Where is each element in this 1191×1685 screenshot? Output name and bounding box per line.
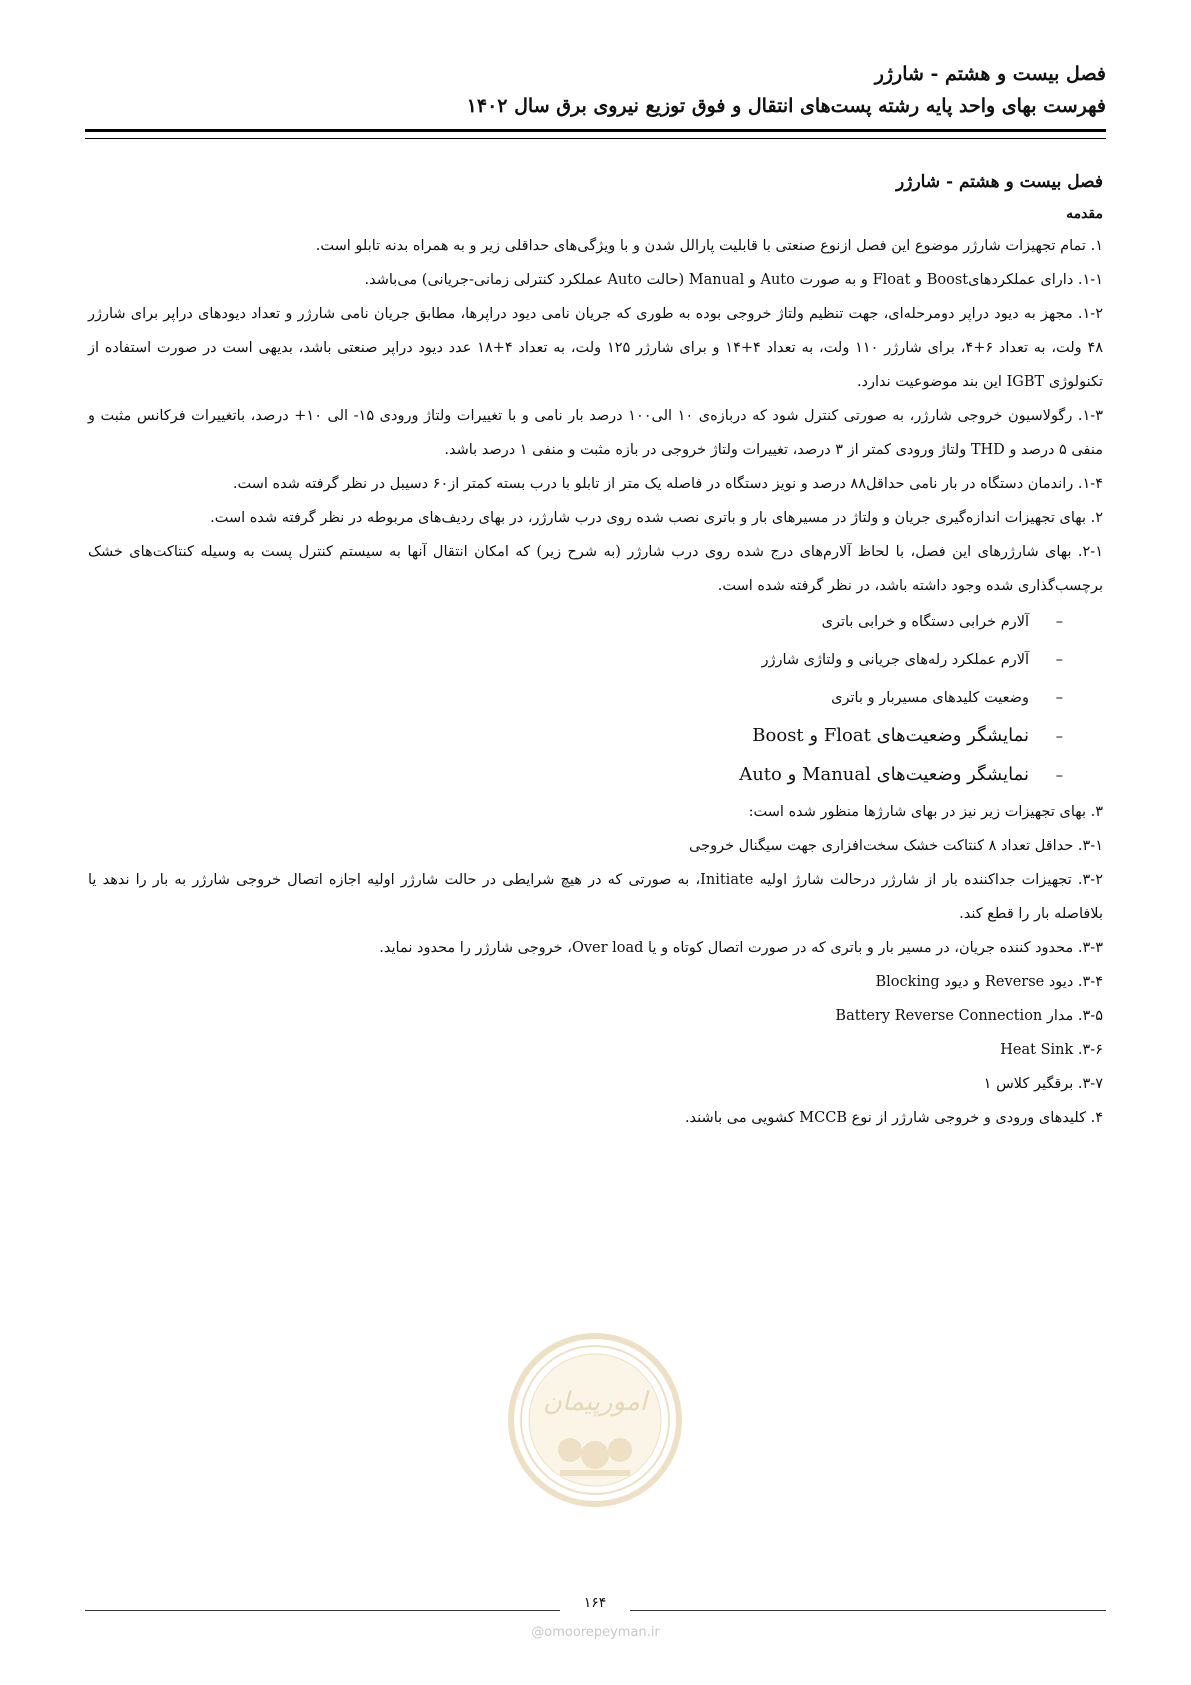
list-item-text: وضعیت کلیدهای مسیربار و باتری [831,690,1029,706]
footer-divider-left [85,1610,560,1611]
paragraph: ۱. تمام تجهیزات شارژر موضوع این فصل ازنوع صنعتی با قابلیت پارالل شدن و با ویژگی‌های حداقلی زیر و به همراه بدنه تابلو است. [315,238,1103,254]
list-item-text: آلارم خرابی دستگاه و خرابی باتری [821,614,1029,630]
paragraph: ۳. بهای تجهیزات زیر نیز در بهای شارژها منظور شده است: [748,804,1103,820]
section-title: فصل بیست و هشتم - شارژر [896,172,1103,192]
page-header [85,60,1106,120]
list-item-text: نمایشگر وضعیت‌های Float و Boost [752,725,1029,746]
dash-marker: – [1055,690,1063,706]
paragraph: ۱-۴. راندمان دستگاه در بار نامی حداقل۸۸ درصد و نویز دستگاه در فاصله یک متر از تابلو با درب بسته کمتر از۶۰ دسیبل در نظر گرفته شده است. [232,476,1103,492]
header-chapter-title: فصل بیست و هشتم - شارژر [874,63,1106,85]
page-number: ۱۶۴ [583,1595,607,1611]
paragraph: ۳-۱. حداقل تعداد ۸ کنتاکت خشک سخت‌افزاری جهت سیگنال خروجی [689,838,1103,854]
stamp-text: امورپیمان [542,1387,648,1417]
page-content [88,165,1103,1135]
stamp-logo-icon [505,1330,685,1510]
dash-marker: – [1055,652,1063,668]
paragraph: ۳-۶. Heat Sink [1000,1042,1103,1058]
paragraph: ۳-۵. مدار Battery Reverse Connection [835,1008,1103,1024]
list-item [88,603,1063,641]
paragraph: ۴. کلیدهای ورودی و خروجی شارژر از نوع MCCB کشویی می باشند. [684,1110,1103,1126]
footer-divider-right [630,1610,1106,1611]
dash-marker: – [1055,729,1063,745]
list-item [88,756,1063,795]
paragraph: ۱-۲. مجهز به دیود دراپر دومرحله‌ای، جهت تنظیم ولتاژ خروجی بوده به طوری که جریان نامی دیود دراپرها، مطابق جریان نامی شارژر و تعداد دیودهای دراپر برای شارژر ۴۸ ولت، به تعداد ۶+۴، برای شارژر ۱۱۰ ولت، به تعداد ۴+۱۴ و برای شارژر ۱۲۵ ولت، به تعداد ۴+۱۸ عدد دیود دراپر صنعتی باشد، بدیهی است در صورت استفاده از تکنولوژی IGBT این بند موضوعیت ندارد. [88,306,1104,390]
list-item-text: نمایشگر وضعیت‌های Manual و Auto [739,764,1029,785]
watermark-url: @omoorepeyman.ir [531,1625,660,1640]
list-item [88,679,1063,717]
paragraph: ۱-۳. رگولاسیون خروجی شارژر، به صورتی کنترل شود که دربازه‌ی ۱۰ الی۱۰۰ درصد بار نامی و با تغییرات ولتاژ ورودی ۱۵- الی ۱۰+ درصد، باتغییرات فرکانس مثبت و منفی ۵ درصد و THD ولتاژ ورودی کمتر از ۳ درصد، تغییرات ولتاژ خروجی در بازه مثبت و منفی ۱ درصد باشد. [88,408,1103,458]
paragraph: ۱-۱. دارای عملکردهایBoost و Float و به صورت Auto و Manual (حالت Auto عملکرد کنترلی زمانی-جریانی) می‌باشد. [364,272,1103,288]
paragraph: ۲-۱. بهای شارژرهای این فصل، با لحاظ آلارم‌های درج شده روی درب شارژر (به شرح زیر) که امکان انتقال آنها به سیستم کنترل پست به وسیله کنتاکت‌های خشک برچسب‌گذاری شده وجود داشته باشد، در نظر گرفته شده است. [88,544,1103,594]
list-item-text: آلارم عملکرد رله‌های جریانی و ولتاژی شارژر [761,652,1029,668]
paragraph: ۳-۲. تجهیزات جداکننده بار از شارژر درحالت شارژ اولیه Initiate، به صورتی که در هیچ شرایطی در حالت شارژر اولیه اجازه اتصال خروجی شارژر به بار را ندهد یا بلافاصله بار را قطع کند. [88,872,1103,922]
paragraph: ۳-۷. برقگیر کلاس ۱ [983,1076,1103,1092]
paragraph: ۳-۳. محدود کننده جریان، در مسیر بار و باتری که در صورت اتصال کوتاه و یا Over load، خروجی شارژر را محدود نماید. [379,940,1103,956]
list-item [88,641,1063,679]
header-document-title: فهرست بهای واحد پایه رشته پست‌های انتقال و فوق توزیع نیروی برق سال ۱۴۰۲ [466,95,1106,117]
list-item [88,717,1063,756]
dash-marker: – [1055,768,1063,784]
section-subtitle: مقدمه [1066,206,1103,222]
paragraph: ۲. بهای تجهیزات اندازه‌گیری جریان و ولتاژ در مسیرهای بار و باتری نصب شده روی درب شارژر، در بهای ردیف‌های مربوطه در نظر گرفته شده است. [210,510,1103,526]
paragraph: ۳-۴. دیود Reverse و دیود Blocking [875,974,1103,990]
dash-marker: – [1055,614,1063,630]
alarm-list [88,603,1103,795]
header-divider [85,129,1106,139]
